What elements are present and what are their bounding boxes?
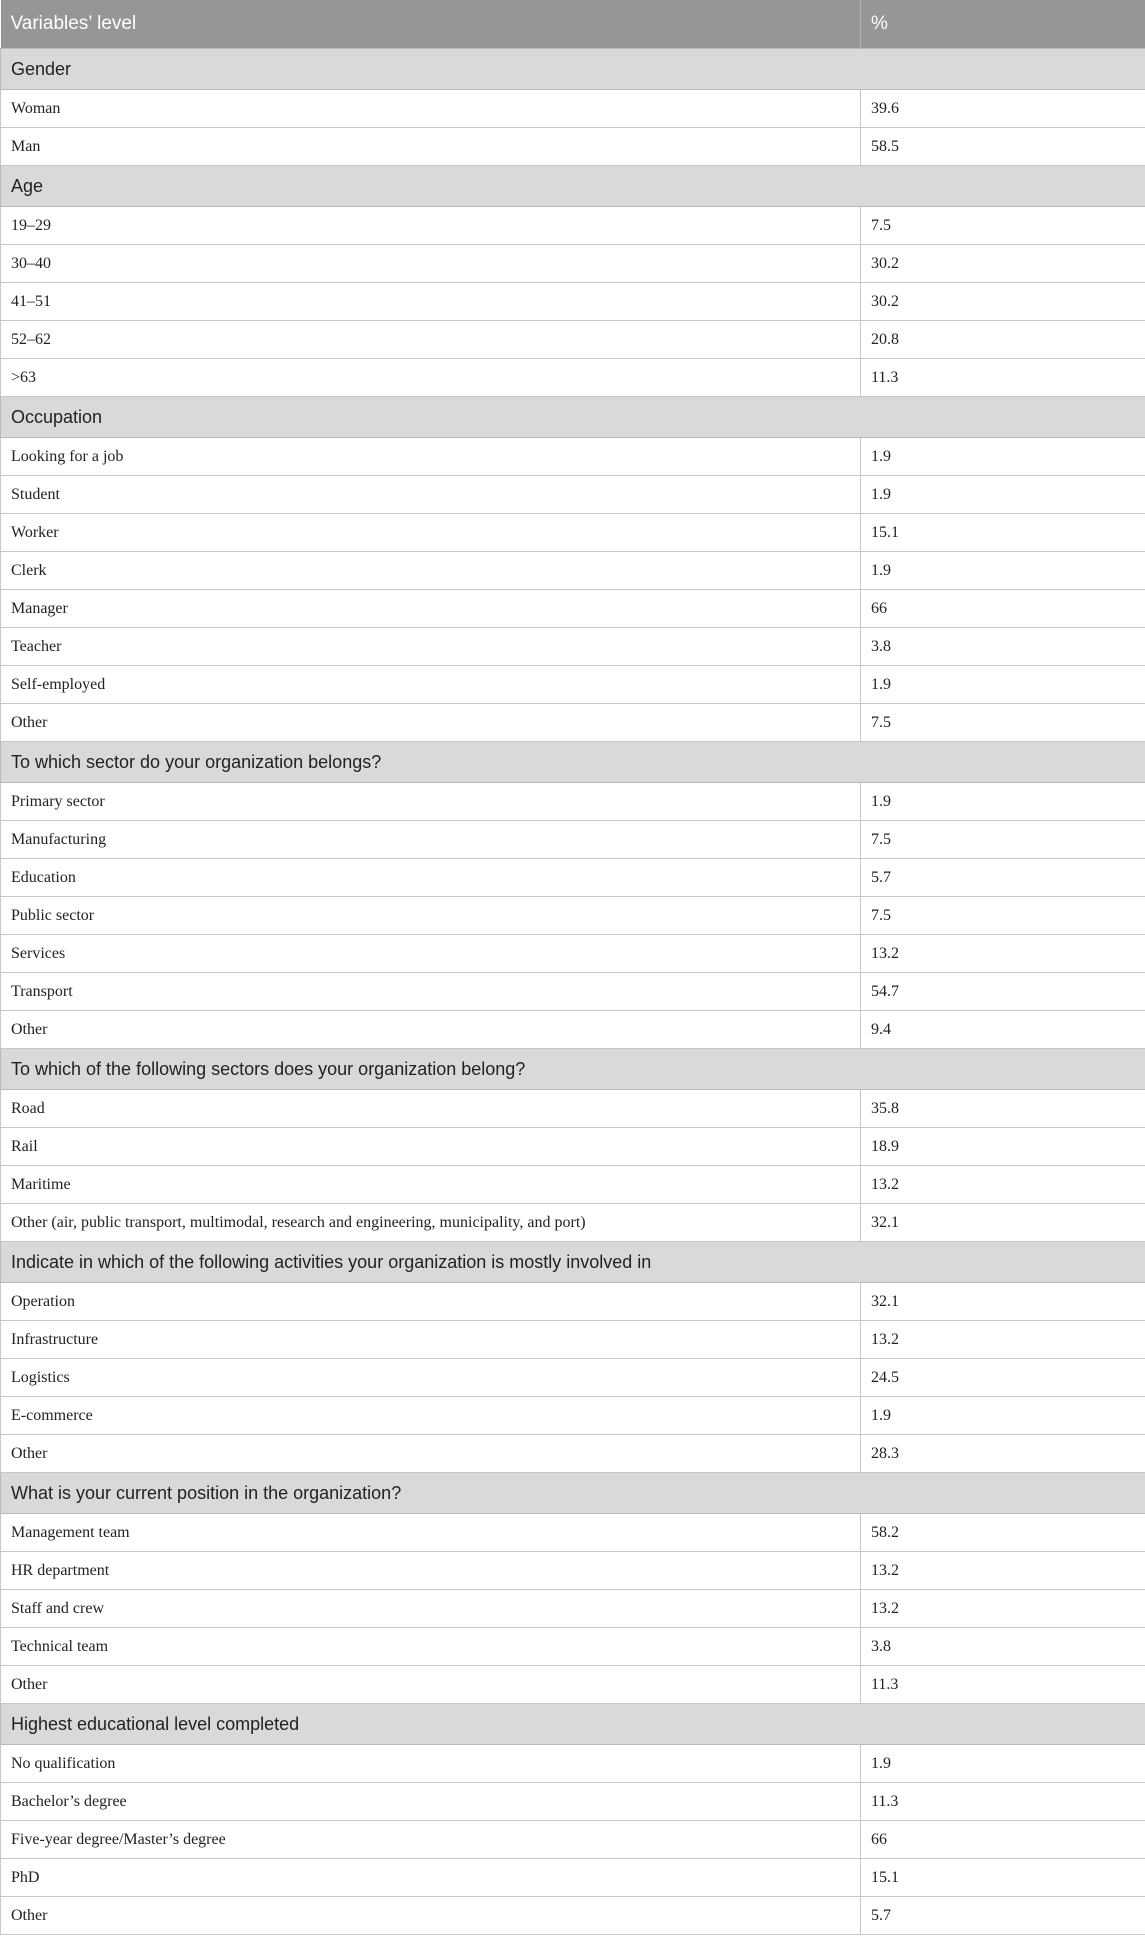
row-label: Five-year degree/Master’s degree (1, 1821, 861, 1859)
table-row (1, 1011, 1145, 1049)
table-row (1, 1552, 1145, 1590)
row-label: No qualification (1, 1745, 861, 1783)
row-percent-value: 7.5 (861, 207, 1145, 245)
table-row (1, 1397, 1145, 1435)
table-row (1, 552, 1145, 590)
row-label: Other (1, 704, 861, 742)
row-percent-value: 1.9 (861, 476, 1145, 514)
group-row (1, 397, 1145, 438)
table-row (1, 1359, 1145, 1397)
row-label: Other (1, 1897, 861, 1935)
row-percent-value: 13.2 (861, 935, 1145, 973)
row-label: Manufacturing (1, 821, 861, 859)
row-label: Looking for a job (1, 438, 861, 476)
row-percent-value: 9.4 (861, 1011, 1145, 1049)
group-row (1, 49, 1145, 90)
row-percent-value: 32.1 (861, 1283, 1145, 1321)
row-percent-value: 7.5 (861, 897, 1145, 935)
row-label: Student (1, 476, 861, 514)
row-percent-value: 15.1 (861, 1859, 1145, 1897)
group-row (1, 1049, 1145, 1090)
group-title: Age (1, 166, 1145, 207)
row-percent-value: 66 (861, 590, 1145, 628)
row-label: 41–51 (1, 283, 861, 321)
table-row (1, 1628, 1145, 1666)
row-percent-value: 30.2 (861, 245, 1145, 283)
group-title: Gender (1, 49, 1145, 90)
group-title: To which of the following sectors does your organization belong? (1, 1049, 1145, 1090)
row-label: PhD (1, 1859, 861, 1897)
row-percent-value: 39.6 (861, 90, 1145, 128)
group-title: Highest educational level completed (1, 1704, 1145, 1745)
row-label: Manager (1, 590, 861, 628)
row-percent-value: 1.9 (861, 783, 1145, 821)
table-row (1, 128, 1145, 166)
table-row (1, 1128, 1145, 1166)
table-row (1, 438, 1145, 476)
row-label: 30–40 (1, 245, 861, 283)
table-row (1, 321, 1145, 359)
row-label: Maritime (1, 1166, 861, 1204)
table-row (1, 1435, 1145, 1473)
table-row (1, 245, 1145, 283)
row-percent-value: 1.9 (861, 438, 1145, 476)
group-row (1, 166, 1145, 207)
row-percent-value: 58.2 (861, 1514, 1145, 1552)
row-label: Operation (1, 1283, 861, 1321)
row-percent-value: 30.2 (861, 283, 1145, 321)
row-label: Education (1, 859, 861, 897)
table-row (1, 476, 1145, 514)
group-row (1, 1473, 1145, 1514)
row-percent-value: 13.2 (861, 1590, 1145, 1628)
row-percent-value: 3.8 (861, 628, 1145, 666)
row-label: Logistics (1, 1359, 861, 1397)
row-label: >63 (1, 359, 861, 397)
row-percent-value: 35.8 (861, 1090, 1145, 1128)
row-label: E-commerce (1, 1397, 861, 1435)
table-row (1, 590, 1145, 628)
row-label: Rail (1, 1128, 861, 1166)
table-row (1, 704, 1145, 742)
table-row (1, 1514, 1145, 1552)
row-label: Teacher (1, 628, 861, 666)
table-row (1, 859, 1145, 897)
row-label: Public sector (1, 897, 861, 935)
table-row (1, 283, 1145, 321)
group-title: Occupation (1, 397, 1145, 438)
header-percent: % (861, 0, 1145, 49)
row-percent-value: 5.7 (861, 859, 1145, 897)
row-label: Other (1, 1011, 861, 1049)
group-title: To which sector do your organization belongs? (1, 742, 1145, 783)
table-row (1, 359, 1145, 397)
row-percent-value: 11.3 (861, 1666, 1145, 1704)
row-label: Management team (1, 1514, 861, 1552)
table-row (1, 897, 1145, 935)
row-percent-value: 7.5 (861, 704, 1145, 742)
row-label: Clerk (1, 552, 861, 590)
group-title: Indicate in which of the following activities your organization is mostly involved in (1, 1242, 1145, 1283)
row-percent-value: 32.1 (861, 1204, 1145, 1242)
row-label: Road (1, 1090, 861, 1128)
row-percent-value: 1.9 (861, 1745, 1145, 1783)
row-label: 19–29 (1, 207, 861, 245)
row-label: Other (1, 1666, 861, 1704)
row-label: Transport (1, 973, 861, 1011)
row-label: Technical team (1, 1628, 861, 1666)
group-title: What is your current position in the organization? (1, 1473, 1145, 1514)
row-percent-value: 66 (861, 1821, 1145, 1859)
header-variables-level: Variables’ level (1, 0, 861, 49)
row-label: Self-employed (1, 666, 861, 704)
row-percent-value: 1.9 (861, 666, 1145, 704)
row-percent-value: 15.1 (861, 514, 1145, 552)
table-row (1, 1166, 1145, 1204)
row-percent-value: 13.2 (861, 1552, 1145, 1590)
group-row (1, 1242, 1145, 1283)
row-label: Bachelor’s degree (1, 1783, 861, 1821)
table-row (1, 90, 1145, 128)
row-label: Infrastructure (1, 1321, 861, 1359)
row-percent-value: 20.8 (861, 321, 1145, 359)
header-row (1, 0, 1145, 49)
row-percent-value: 11.3 (861, 359, 1145, 397)
row-label: Woman (1, 90, 861, 128)
table-row (1, 973, 1145, 1011)
table-row (1, 1283, 1145, 1321)
table-body (1, 49, 1145, 1935)
table-header (1, 0, 1145, 49)
row-percent-value: 54.7 (861, 973, 1145, 1011)
row-percent-value: 1.9 (861, 552, 1145, 590)
row-label: HR department (1, 1552, 861, 1590)
table-row (1, 666, 1145, 704)
row-percent-value: 24.5 (861, 1359, 1145, 1397)
group-row (1, 1704, 1145, 1745)
row-label: 52–62 (1, 321, 861, 359)
row-label: Other (1, 1435, 861, 1473)
row-label: Services (1, 935, 861, 973)
row-percent-value: 28.3 (861, 1435, 1145, 1473)
table-row (1, 1204, 1145, 1242)
row-percent-value: 3.8 (861, 1628, 1145, 1666)
row-percent-value: 7.5 (861, 821, 1145, 859)
row-percent-value: 13.2 (861, 1166, 1145, 1204)
table-row (1, 1090, 1145, 1128)
table-row (1, 1783, 1145, 1821)
row-label: Staff and crew (1, 1590, 861, 1628)
row-percent-value: 5.7 (861, 1897, 1145, 1935)
row-percent-value: 1.9 (861, 1397, 1145, 1435)
table-row (1, 514, 1145, 552)
table-row (1, 1321, 1145, 1359)
group-row (1, 742, 1145, 783)
row-label: Worker (1, 514, 861, 552)
table-row (1, 1897, 1145, 1935)
row-percent-value: 58.5 (861, 128, 1145, 166)
table-row (1, 1666, 1145, 1704)
row-percent-value: 13.2 (861, 1321, 1145, 1359)
table-row (1, 1590, 1145, 1628)
table-row (1, 935, 1145, 973)
table-row (1, 628, 1145, 666)
row-percent-value: 18.9 (861, 1128, 1145, 1166)
row-percent-value: 11.3 (861, 1783, 1145, 1821)
table-row (1, 783, 1145, 821)
row-label: Man (1, 128, 861, 166)
table-row (1, 1821, 1145, 1859)
table-row (1, 1745, 1145, 1783)
table-row (1, 207, 1145, 245)
table-row (1, 821, 1145, 859)
row-label: Other (air, public transport, multimodal, research and engineering, municipality, and port) (1, 1204, 861, 1242)
row-label: Primary sector (1, 783, 861, 821)
table-row (1, 1859, 1145, 1897)
